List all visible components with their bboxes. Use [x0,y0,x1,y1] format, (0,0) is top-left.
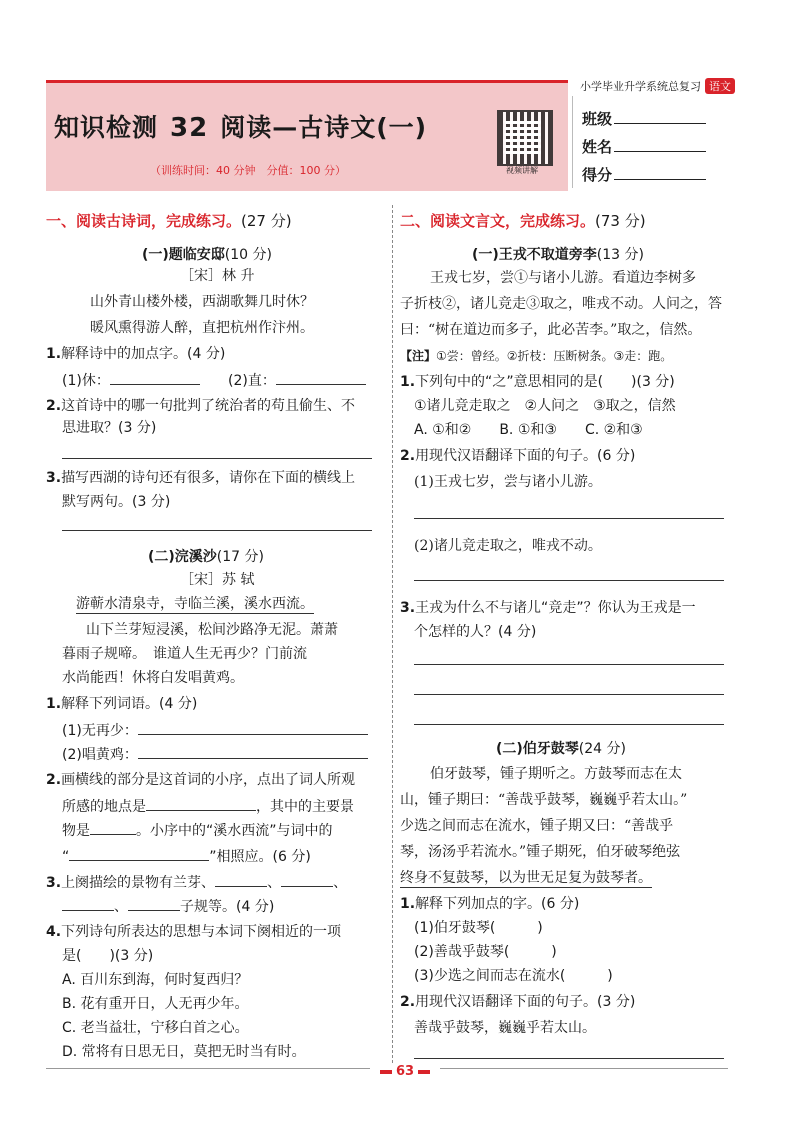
question-r4b[interactable]: (2)善哉乎鼓琴( ) [414,944,557,960]
answer-blank[interactable] [281,872,333,887]
question-3-cont: 默写两句。(3 分) [62,494,171,510]
answer-line-row: (2)唱黄鸡： [62,744,368,765]
question-2-cont: 思进取？(3 分) [62,420,157,436]
question-4-cont: 是( )(3 分) [62,948,154,964]
poem2-title: (二)浣溪沙(17 分) [148,549,264,565]
answer-line-row: (1)无再少： [62,720,368,741]
class-field[interactable]: 班级 [582,108,706,129]
question-r5a: 善哉乎鼓琴，巍巍乎若太山。 [414,1020,596,1036]
question-3b: 3.上阕描绘的景物有兰芽、 、 、 [46,872,347,893]
answer-blank[interactable] [62,896,114,911]
question-4: 4.下列诗句所表达的思想与本词下阕相近的一项 [46,924,342,940]
question-r3: 3.王戎为什么不与诸儿“竞走”？你认为王戎是一 [400,600,696,616]
qr-code-pattern [505,118,541,154]
question-2b: 2.画横线的部分是这首词的小序，点出了词人所观 [46,772,356,788]
answer-line[interactable] [414,1058,724,1059]
poem1-title: (一)题临安邸(10 分) [142,247,272,263]
answer-1a: (1)休： [62,370,200,391]
text2-line: 琴，汤汤乎若流水。”锺子期死，伯牙破琴绝弦 [400,844,681,860]
question-r4a[interactable]: (1)伯牙鼓琴( ) [414,920,543,936]
page-number: 63 [370,1064,440,1079]
question-r2a: (1)王戎七岁，尝与诸小儿游。 [414,474,602,490]
option[interactable]: C. 老当益壮，宁移白首之心。 [62,1020,249,1036]
option[interactable]: B. 花有重开日，人无再少年。 [62,996,249,1012]
subject-badge: 语文 [705,78,735,94]
series-label: 小学毕业升学系统总复习 语文 [580,78,735,94]
answer-blank[interactable] [90,820,136,835]
answer-blank[interactable] [110,370,200,385]
poem2-preface: 游蕲水清泉寺，寺临兰溪，溪水西流。 [76,596,314,612]
question-2b-cont: 物是 。小序中的“溪水西流”与词中的 [62,820,333,841]
question-2b-cont: “ ”相照应。(6 分) [62,846,311,867]
question-r1-options[interactable]: A. ①和② B. ①和③ C. ②和③ [414,422,643,438]
answer-line[interactable] [62,530,372,531]
name-field[interactable]: 姓名 [582,136,706,157]
text1-line: 子折枝②，诸儿竞走③取之，唯戎不动。人问之，答 [400,296,722,312]
question-r1: 1.下列句中的“之”意思相同的是( )(3 分) [400,374,675,390]
poem2-author: ［宋］苏 轼 [180,572,255,588]
option[interactable]: D. 常将有日思无日，莫把无时当有时。 [62,1044,306,1060]
text1-note: 【注】①尝：曾经。②折枝：压断树条。③走：跑。 [400,349,673,363]
question-1: 1.解释诗中的加点字。(4 分) [46,346,226,362]
text2-line: 少选之间而志在流水，锺子期又曰：“善哉乎 [400,818,674,834]
answer-line[interactable] [414,664,724,665]
question-r3-cont: 个怎样的人？(4 分) [414,624,537,640]
question-r1-items: ①诸儿竞走取之 ②人问之 ③取之，信然 [414,398,676,414]
poem2-line: 水尚能西！休将白发唱黄鸡。 [62,670,244,686]
page-title: 知识检测 32 阅读—古诗文(一) [54,113,428,143]
question-r2b: (2)诸儿竞走取之，唯戎不动。 [414,538,602,554]
text1-line: 王戎七岁，尝①与诸小儿游。看道边李树多 [430,270,696,286]
question-r5: 2.用现代汉语翻译下面的句子。(3 分) [400,994,636,1010]
poem2-line: 暮雨子规啼。 谁道人生无再少？门前流 [62,646,307,662]
question-r2: 2.用现代汉语翻译下面的句子。(6 分) [400,448,636,464]
answer-line[interactable] [414,694,724,695]
column-divider [392,205,393,1063]
answer-blank[interactable] [276,370,366,385]
question-3: 3.描写西湖的诗句还有很多，请你在下面的横线上 [46,470,356,486]
answer-blank[interactable] [138,720,368,735]
qr-label: 视频讲解 [506,166,538,175]
text1-line: 曰：“树在道边而多子，此必苦李。”取之，信然。 [400,322,702,338]
question-2: 2.这首诗中的哪一句批判了统治者的苟且偷生、不 [46,398,356,414]
text2-line: 伯牙鼓琴，锺子期听之。方鼓琴而志在太 [430,766,682,782]
poem1-author: ［宋］林 升 [180,268,255,284]
text2-title: (二)伯牙鼓琴(24 分) [496,741,626,757]
answer-blank[interactable] [146,796,256,811]
answer-blank[interactable] [128,896,180,911]
section-title-right: 二、阅读文言文，完成练习。(73 分) [400,212,646,230]
question-2b-cont: 所感的地点是 ，其中的主要景 [62,796,354,817]
answer-blank[interactable] [69,846,209,861]
answer-line[interactable] [414,724,724,725]
answer-line[interactable] [414,518,724,519]
answer-1b: (2)直： [228,370,366,391]
answer-line[interactable] [62,458,372,459]
answer-line[interactable] [414,580,724,581]
question-r4: 1.解释下列加点的字。(6 分) [400,896,580,912]
section-title-left: 一、阅读古诗词，完成练习。(27 分) [46,212,292,230]
answer-blank[interactable] [215,872,267,887]
question-r4c[interactable]: (3)少选之间而志在流水( ) [414,968,613,984]
time-score-note: （训练时间：40 分钟 分值：100 分） [150,164,346,177]
question-3b-cont: 、 子规等。(4 分) [62,896,274,917]
poem1-line: 暖风熏得游人醉，直把杭州作汴州。 [90,320,314,336]
score-field[interactable]: 得分 [582,164,706,185]
text1-title: (一)王戎不取道旁李(13 分) [472,247,644,263]
text2-line: 终身不复鼓琴，以为世无足复为鼓琴者。 [400,870,652,886]
question-1b: 1.解释下列词语。(4 分) [46,696,198,712]
option[interactable]: A. 百川东到海，何时复西归？ [62,972,249,988]
answer-blank[interactable] [138,744,368,759]
poem1-line: 山外青山楼外楼，西湖歌舞几时休？ [90,294,314,310]
poem2-line: 山下兰芽短浸溪，松间沙路净无泥。萧萧 [86,622,338,638]
text2-line: 山，锺子期曰：“善哉乎鼓琴，巍巍乎若太山。” [400,792,688,808]
